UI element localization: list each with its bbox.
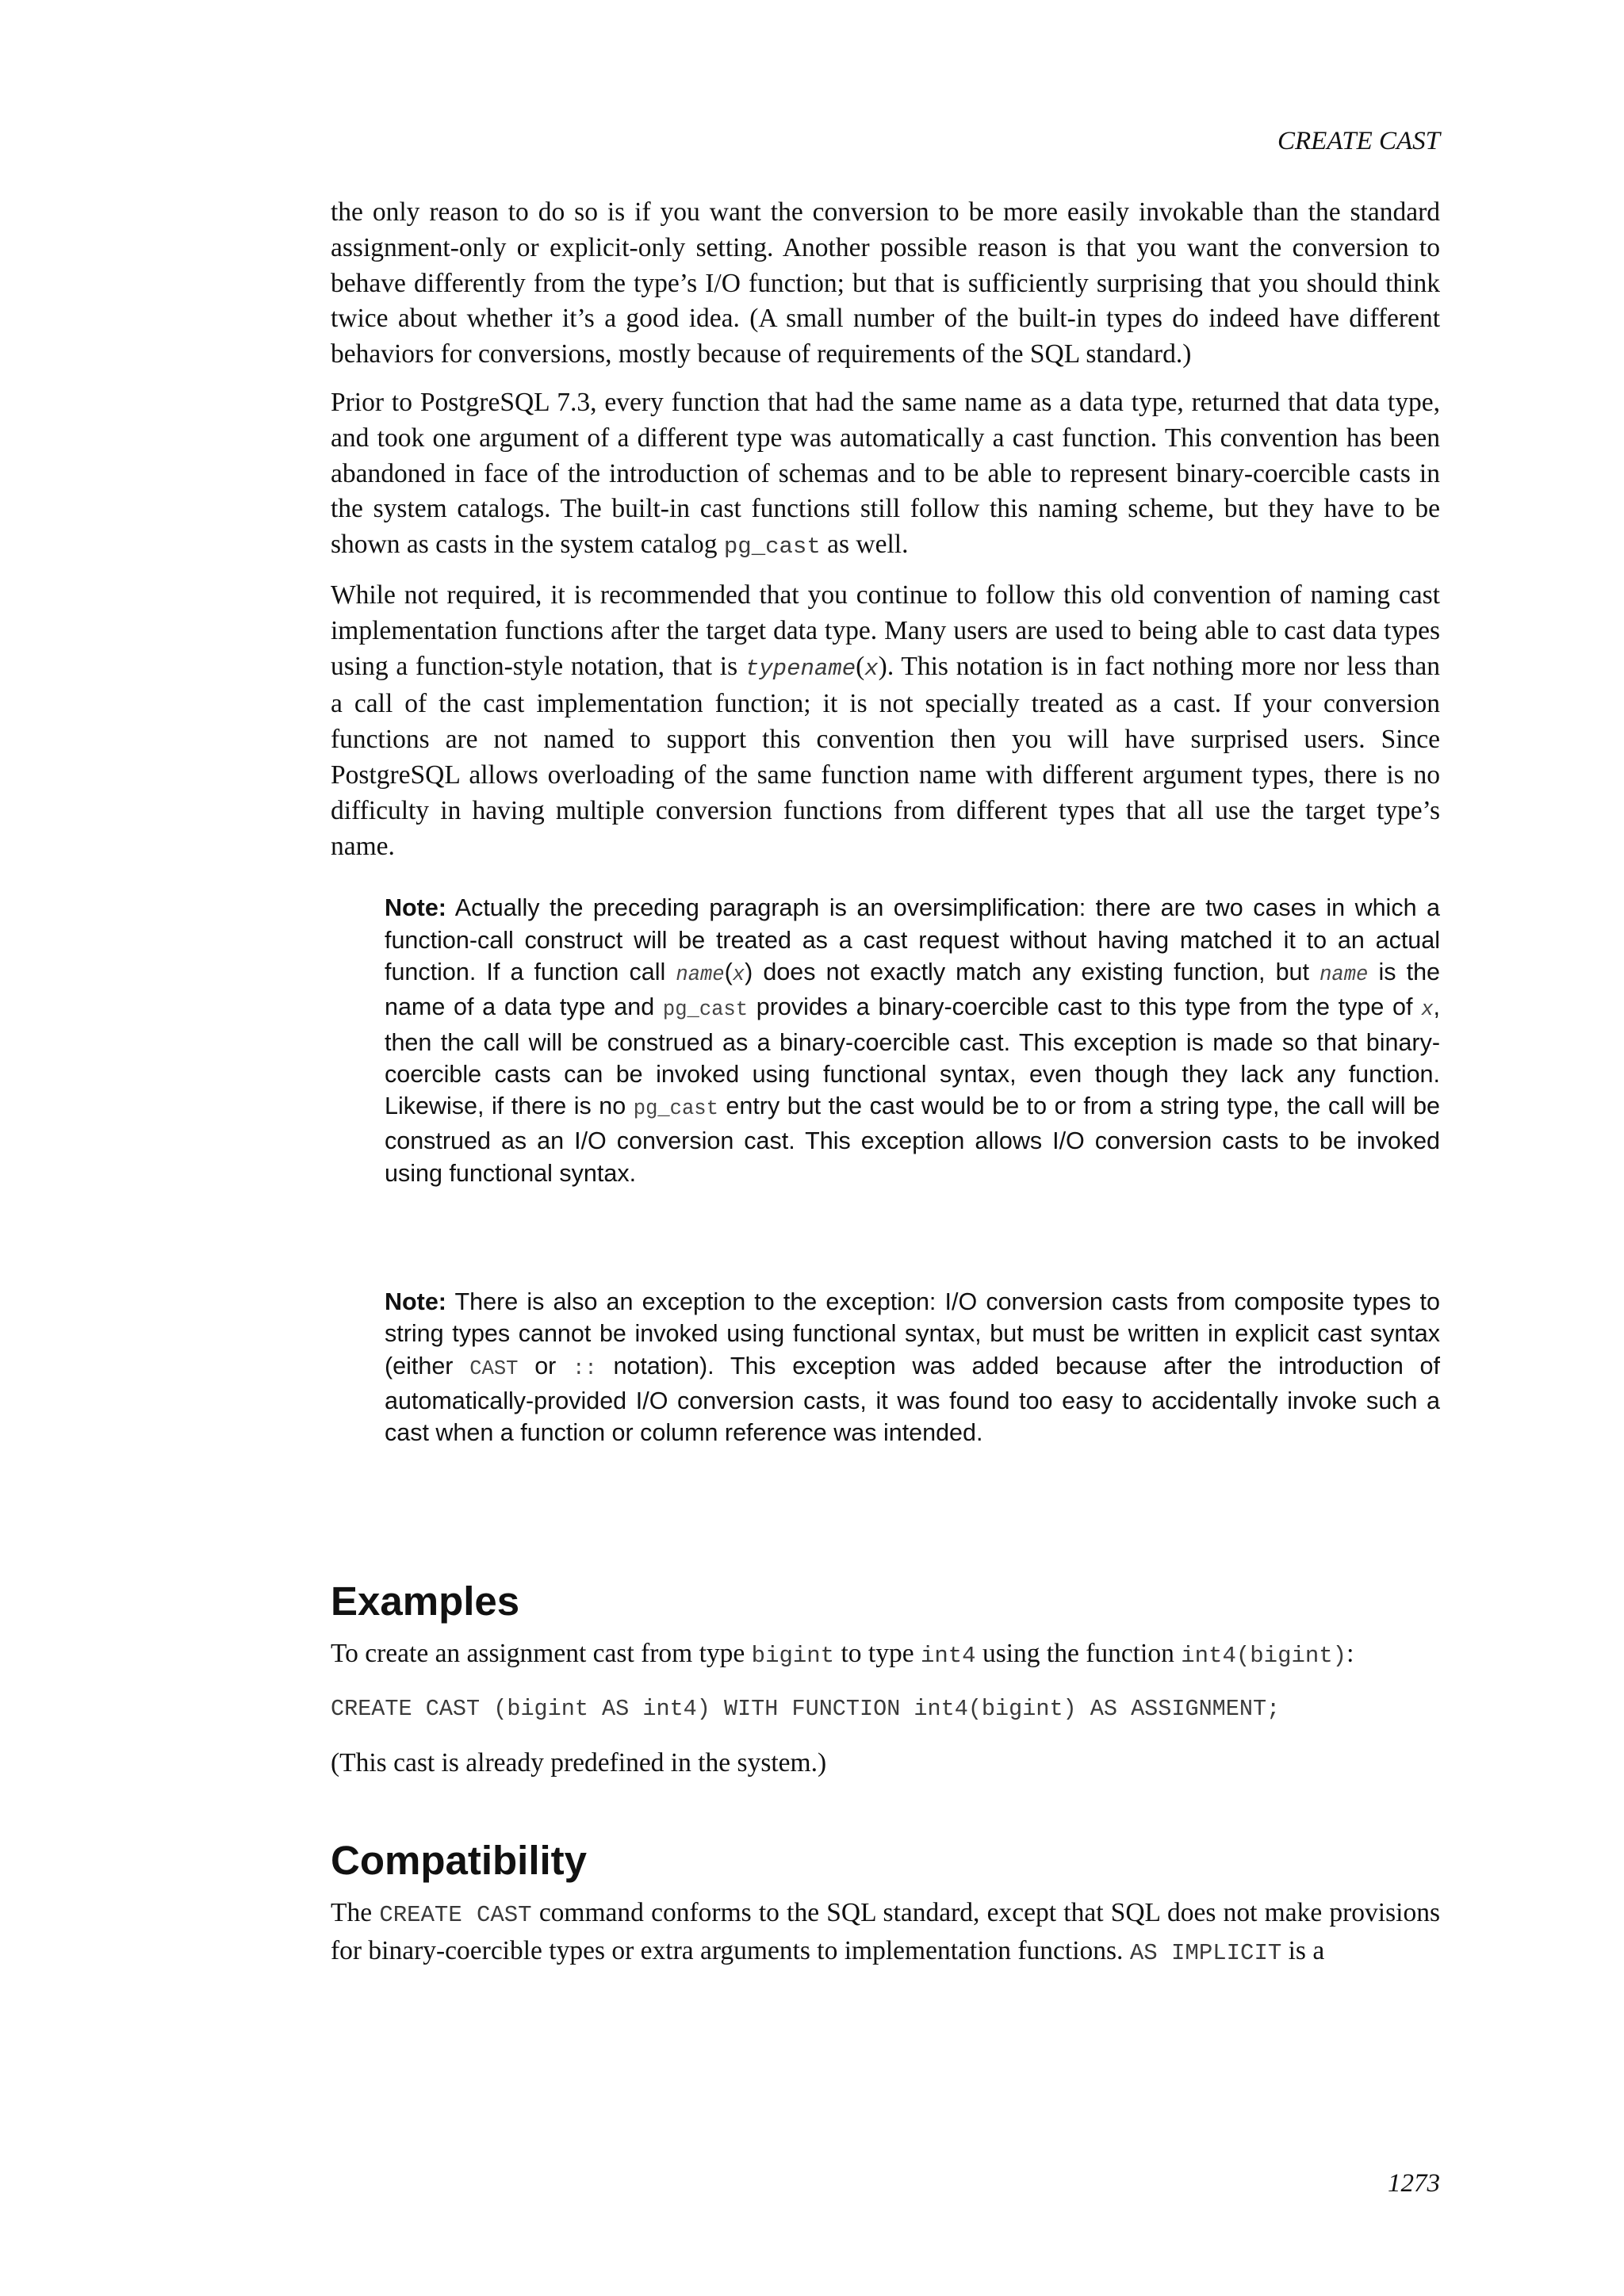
note-label: Note: [385, 1288, 446, 1316]
var-typename: typename [745, 655, 856, 682]
code-example: CREATE CAST (bigint AS int4) WITH FUNCTION int4(bigint) AS ASSIGNMENT; [331, 1696, 1281, 1723]
examples-note: (This cast is already predefined in the system.) [331, 1748, 827, 1778]
note-exception: Note: There is also an exception to the exception: I/O conversion casts from composite types to string types cannot be invoked using functional syntax, but must be written in explicit cast syntax (either CAST or :: notation). This exception was added because after the introduction of automatically-provided I/O conversion casts, it was found too easy to accidentally invoke such a cast when a function or column reference was intended. [385, 1288, 1440, 1447]
note-oversimplification: Note: Actually the preceding paragraph is an oversimplification: there are two cases in which a function-call construct will be treated as a cast request without having matched it to an actual function. If a function call name(x) does not exactly match any existing function, but name is the name of a data type and pg_cast provides a binary-coercible cast to this type from the type of x, then the call will be construed as a binary-coercible cast. This exception is made so that binary-coercible casts can be invoked using functional syntax, even though they lack any function. Likewise, if there is no pg_cast entry but the cast would be to or from a string type, the call will be construed as an I/O conversion cast. This exception allows I/O conversion casts to be invoked using functional syntax. [385, 894, 1441, 1187]
paragraph-naming-convention: While not required, it is recommended that you continue to follow this old convention of naming cast implementation functions after the target data type. Many users are used to being able to cast data types using a function-style notation, that is typename(x). This notation is in fact nothing more nor less than a call of the cast implementation function; it is not specially treated as a cast. If your conversion functions are not named to support this convention then you will have surprised users. Since PostgreSQL allows overloading of the same function name with different argument types, there is no difficulty in having multiple conversion functions from different types that all use the target type’s name. [331, 580, 1440, 861]
compatibility-text: The CREATE CAST command conforms to the SQL standard, except that SQL does not make provisions for binary-coercible types or extra arguments to implementation functions. AS IMPLICIT is a [331, 1898, 1440, 1966]
section-heading-examples: Examples [331, 1578, 520, 1624]
paragraph-conversion-reason: the only reason to do so is if you want the conversion to be more easily invokable than the standard assignment-only or explicit-only setting. Another possible reason is that you want the conversion to behave differently from the type’s I/O function; but that is sufficiently surprising that you should think twice about whether it’s a good idea. (A small number of the built-in types do indeed have different behaviors for conversions, mostly because of requirements of the SQL standard.) [331, 197, 1440, 369]
paragraph-history: Prior to PostgreSQL 7.3, every function that had the same name as a data type, returned that data type, and took one argument of a different type was automatically a cast function. This convention has been abandoned in face of the introduction of schemas and to be able to represent binary-coercible casts in the system catalogs. The built-in cast functions still follow this naming scheme, but they have to be shown as casts in the system catalog pg_cast as well. [331, 387, 1440, 561]
page-content [331, 195, 1440, 1984]
examples-intro: To create an assignment cast from type bigint to type int4 using the function int4(bigint): [331, 1638, 1354, 1669]
var-x: x [864, 655, 879, 682]
page-number: 1273 [1388, 2169, 1440, 2198]
section-heading-compatibility: Compatibility [331, 1838, 588, 1884]
note-label: Note: [385, 894, 446, 922]
code-pg-cast: pg_cast [723, 534, 821, 561]
running-header: CREATE CAST [1277, 127, 1440, 155]
